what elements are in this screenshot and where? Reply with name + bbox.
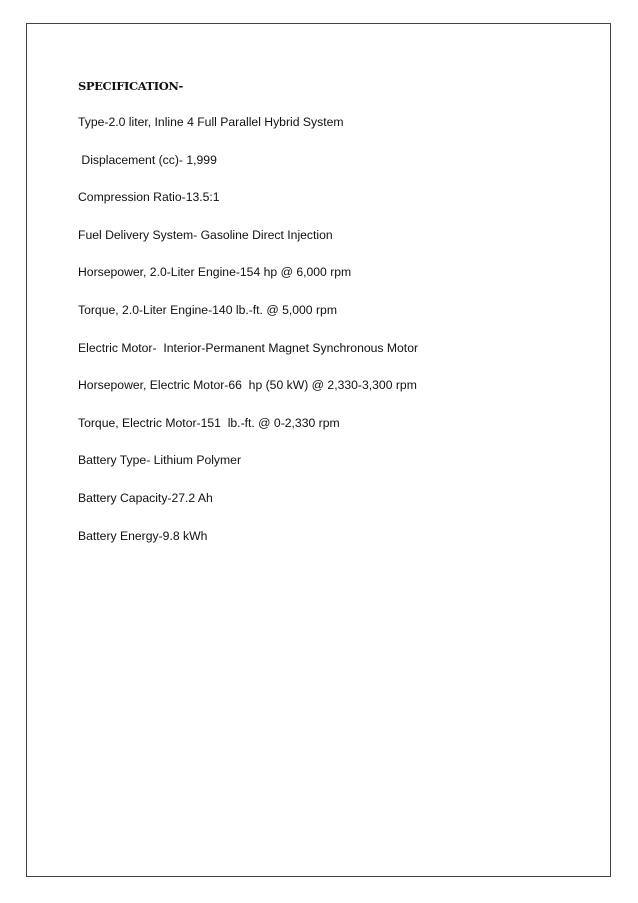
spec-type: Type-2.0 liter, Inline 4 Full Parallel Hybrid System: [78, 115, 344, 129]
spec-electric-motor: Electric Motor- Interior-Permanent Magnet Synchronous Motor: [78, 340, 419, 355]
specification-list: [78, 114, 418, 565]
spec-engine-horsepower: Horsepower, 2.0-Liter Engine-154 hp @ 6,000 rpm: [78, 265, 352, 280]
spec-battery-capacity: Battery Capacity-27.2 Ah: [78, 490, 213, 505]
spec-battery-type: Battery Type- Lithium Polymer: [78, 453, 242, 468]
spec-battery-energy: Battery Energy-9.8 kWh: [78, 528, 208, 543]
spec-displacement: Displacement (cc)- 1,999: [78, 152, 217, 167]
spec-compression-ratio: Compression Ratio-13.5:1: [78, 190, 220, 205]
spec-fuel-delivery: Fuel Delivery System- Gasoline Direct Injection: [78, 227, 333, 242]
specification-heading: SPECIFICATION-: [78, 79, 183, 93]
spec-motor-torque: Torque, Electric Motor-151 lb.-ft. @ 0-2,330 rpm: [78, 415, 340, 430]
spec-motor-horsepower: Horsepower, Electric Motor-66 hp (50 kW) @ 2,330-3,300 rpm: [78, 378, 417, 393]
spec-engine-torque: Torque, 2.0-Liter Engine-140 lb.-ft. @ 5,000 rpm: [78, 302, 337, 317]
